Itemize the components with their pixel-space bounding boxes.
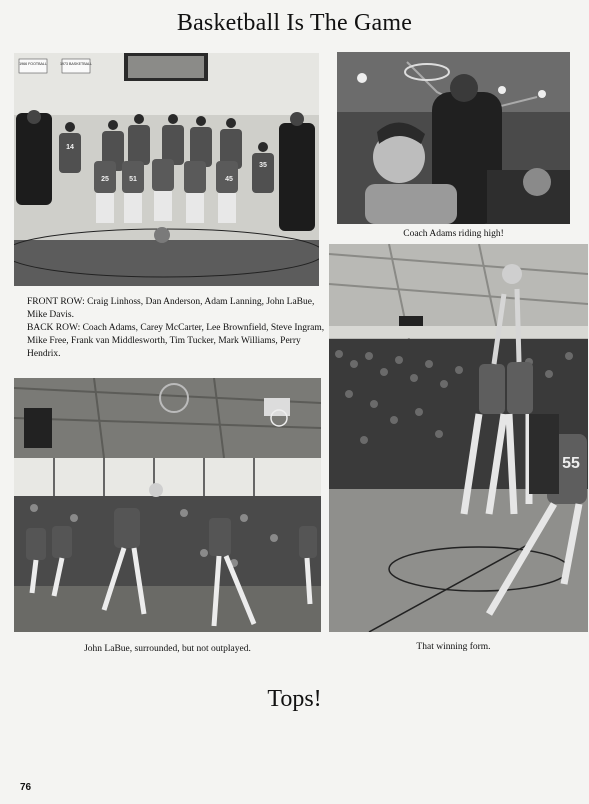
game-action-photo xyxy=(14,378,321,632)
page-title: Basketball Is The Game xyxy=(176,10,413,36)
jump-shot-photo xyxy=(329,244,588,632)
roster-back-row: BACK ROW: Coach Adams, Carey McCarter, Lee Brownfield, Steve Ingram, Mike Free, Frank van Middlesworth, Tim Tucker, Mark Williams, Perry Hendrix. xyxy=(27,323,325,359)
jersey-number: 51 xyxy=(129,176,137,183)
banner-left: 1966 FOOTBALL xyxy=(19,62,47,66)
banner-right: 1973 BASKETBALL xyxy=(60,62,92,66)
jersey-number: 25 xyxy=(101,176,109,183)
roster xyxy=(27,296,327,361)
closing-headline: Tops! xyxy=(267,686,322,712)
jersey-number: 35 xyxy=(259,162,267,169)
coach-caption: Coach Adams riding high! xyxy=(403,229,504,239)
jersey-number: 14 xyxy=(66,144,74,151)
page-number: 76 xyxy=(20,782,32,793)
winning-form-caption: That winning form. xyxy=(416,642,491,652)
jersey-number: 45 xyxy=(225,176,233,183)
surrounded-caption: John LaBue, surrounded, but not outplayed. xyxy=(84,644,251,654)
team-photo xyxy=(14,53,319,286)
coach-photo xyxy=(337,52,570,224)
roster-front-row: FRONT ROW: Craig Linhoss, Dan Anderson, Adam Lanning, John LaBue, Mike Davis. xyxy=(27,297,315,320)
jersey-number: 55 xyxy=(562,455,580,472)
